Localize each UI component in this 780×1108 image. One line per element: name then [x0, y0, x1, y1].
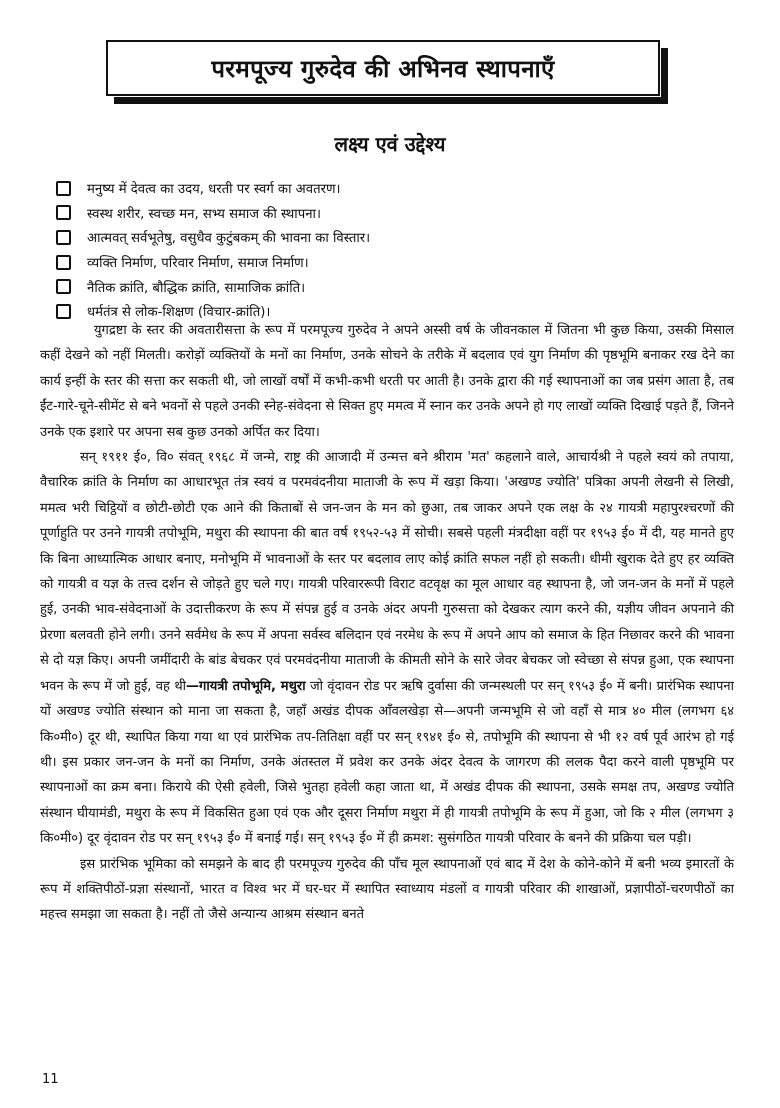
objective-text: व्यक्ति निर्माण, परिवार निर्माण, समाज निर्माण।: [87, 256, 309, 272]
objective-text: आत्मवत् सर्वभूतेषु, वसुधैव कुटुंबकम् की भावना का विस्तार।: [87, 231, 371, 247]
body-text: [40, 318, 734, 928]
section-subtitle: लक्ष्य एवं उद्देश्य: [334, 132, 446, 156]
objective-item: [56, 176, 736, 201]
paragraph-1: युगद्रष्टा के स्तर की अवतारीसत्ता के रूप में परमपूज्य गुरुदेव ने अपने अस्सी वर्ष के जीवनकाल में जितना भी कुछ किया, उसकी मिसाल कहीं देखने को नहीं मिलती। करोड़ों व्यक्तियों के मनों का निर्माण, उनके सोचने के तरीके में बदलाव एवं युग निर्माण की पृष्ठभूमि बनाकर रख देने का कार्य इन्हीं के स्तर की सत्ता कर सकती थी, जो लाखों वर्षों में कभी-कभी धरती पर आती है। उनके द्वारा की गई स्थापनाओं का जब प्रसंग आता है, तब ईंट-गारे-चूने-सीमेंट से बने भवनों से पहले उनकी स्नेह-संवेदना से सिक्त हुए ममत्व में स्नान कर उनके अपने हो गए लाखों व्यक्ति दिखाई पड़ते हैं, जिनने उनके एक इशारे पर अपना सब कुछ उनको अर्पित कर दिया।: [40, 323, 734, 440]
place-name-bold: —गायत्री तपोभूमि, मथुरा: [186, 678, 306, 694]
objective-item: [56, 250, 736, 275]
objective-text: मनुष्य में देवत्व का उदय, धरती पर स्वर्ग का अवतरण।: [87, 182, 341, 198]
checkbox-icon: [56, 255, 71, 270]
checkbox-icon: [56, 205, 71, 220]
page-title: परमपूज्य गुरुदेव की अभिनव स्थापनाएँ: [211, 54, 555, 83]
checkbox-icon: [56, 181, 71, 196]
objective-item: [56, 225, 736, 250]
objective-item: [56, 201, 736, 226]
paragraph-3: इस प्रारंभिक भूमिका को समझने के बाद ही परमपूज्य गुरुदेव की पाँच मूल स्थापनाओं एवं बाद में देश के कोने-कोने में बनी भव्य इमारतों के रूप में शक्तिपीठों-प्रज्ञा संस्थानों, भारत व विश्व भर में घर-घर में स्थापित स्वाध्याय मंडलों व गायत्री परिवार की शाखाओं, प्रज्ञापीठों-चरणपीठों का महत्त्व समझा जा सकता है। नहीं तो जैसे अन्यान्य आश्रम संस्थान बनते: [40, 856, 734, 923]
objective-text: स्वस्थ शरीर, स्वच्छ मन, सभ्य समाज की स्थापना।: [87, 206, 321, 222]
checkbox-icon: [56, 279, 71, 294]
title-box: [106, 40, 660, 96]
objective-text: नैतिक क्रांति, बौद्धिक क्रांति, सामाजिक क्रांति।: [87, 280, 306, 296]
objective-text: धर्मतंत्र से लोक-शिक्षण (विचार-क्रांति)।: [87, 305, 271, 321]
page-number: 11: [42, 1072, 59, 1087]
paragraph-2-part-a: सन् १९११ ई०, वि० संवत् १९६८ में जन्मे, राष्ट्र की आजादी में उन्मत्त बने श्रीराम 'मत' कहलाने वाले, आचार्यश्री ने पहले स्वयं को तपाया, वैचारिक क्रांति के निर्माण का आधारभूत तंत्र स्वयं व परमवंदनीया माताजी के रूप में खड़ा किया। 'अखण्ड ज्योति' पत्रिका अपनी लेखनी से लिखी, ममत्व भरी चिट्ठियों व छोटी-छोटी एक आने की किताबों से जन-जन के मन को छुआ, तब जाकर अपने एक लक्ष के २४ गायत्री महापुरश्चरणों की पूर्णाहुति पर उनने गायत्री तपोभूमि, मथुरा की स्थापना की बात वर्ष १९५२-५३ में सोची। सबसे पहली मंत्रदीक्षा वहीं पर १९५३ ई० में दी, यह मानते हुए कि बिना आध्यात्मिक आधार बनाए, मनोभूमि में भावनाओं के स्तर पर बदलाव लाए कोई क्रांति सफल नहीं हो सकती। धीमी खुराक देते हुए हर व्यक्ति को गायत्री व यज्ञ के तत्त्व दर्शन से जोड़ते हुए चले गए। गायत्री परिवाररूपी विराट वटवृक्ष का मूल आधार वह स्थापना है, जो जन-जन के मनों में पहले हुई, उनकी भाव-संवेदनाओं के उदात्तीकरण के रूप में संपन्न हुई व उनके अंदर अपनी गुरुसत्ता को देखकर त्याग करने की, यज्ञीय जीवन अपनाने की प्रेरणा बलवती होने लगी। उनने सर्वमेध के रूप में अपना सर्वस्व बलिदान एवं नरमेध के रूप में अपने आप को समाज के हित निछावर करने की भावना से दो यज्ञ किए। अपनी जमींदारी के बांड बेचकर एवं परमवंदनीया माताजी के कीमती सोने के सारे जेवर बेचकर जो स्वेच्छा से संपन्न हुआ, एक स्थापना भवन के रूप में जो हुई, वह थी: [40, 450, 734, 694]
checkbox-icon: [56, 230, 71, 245]
objectives-list: [56, 176, 736, 324]
checkbox-icon: [56, 304, 71, 319]
objective-item: [56, 274, 736, 299]
paragraph-2: [40, 445, 734, 852]
paragraph-2-part-b: जो वृंदावन रोड पर ऋषि दुर्वासा की जन्मस्थली पर सन् १९५३ ई० में बनी। प्रारंभिक स्थापना यों अखण्ड ज्योति संस्थान को माना जा सकता है, जहाँ अखंड दीपक आँवलखेड़ा से—अपनी जन्मभूमि से जो वहाँ से मात्र ४० मील (लगभग ६४ कि०मी०) दूर थी, स्थापित किया गया था एवं प्रारंभिक तप-तितिक्षा वहीं पर सन् १९४१ ई० से, तपोभूमि की स्थापना से भी १२ वर्ष पूर्व आरंभ हो गई थी। इस प्रकार जन-जन के मनों का निर्माण, उनके अंतस्तल में प्रवेश कर उनके अंदर देवत्व के जागरण की ललक पैदा करने वाली पृष्ठभूमि पर स्थापनाओं का क्रम बना। किराये की ऐसी हवेली, जिसे भुतहा हवेली कहा जाता था, में अखंड दीपक की स्थापना, उसके समक्ष तप, अखण्ड ज्योति संस्थान घीयामंडी, मथुरा के रूप में विकसित हुआ एवं एक और दूसरा निर्माण मथुरा में ही गायत्री तपोभूमि के रूप में हुआ, जो कि २ मील (लगभग ३ कि०मी०) दूर वृंदावन रोड पर सन् १९५३ ई० में बनाई गई। सन् १९५३ ई० में ही क्रमश: सुसंगठित गायत्री परिवार के बनने की प्रक्रिया चल पड़ी।: [40, 678, 734, 847]
